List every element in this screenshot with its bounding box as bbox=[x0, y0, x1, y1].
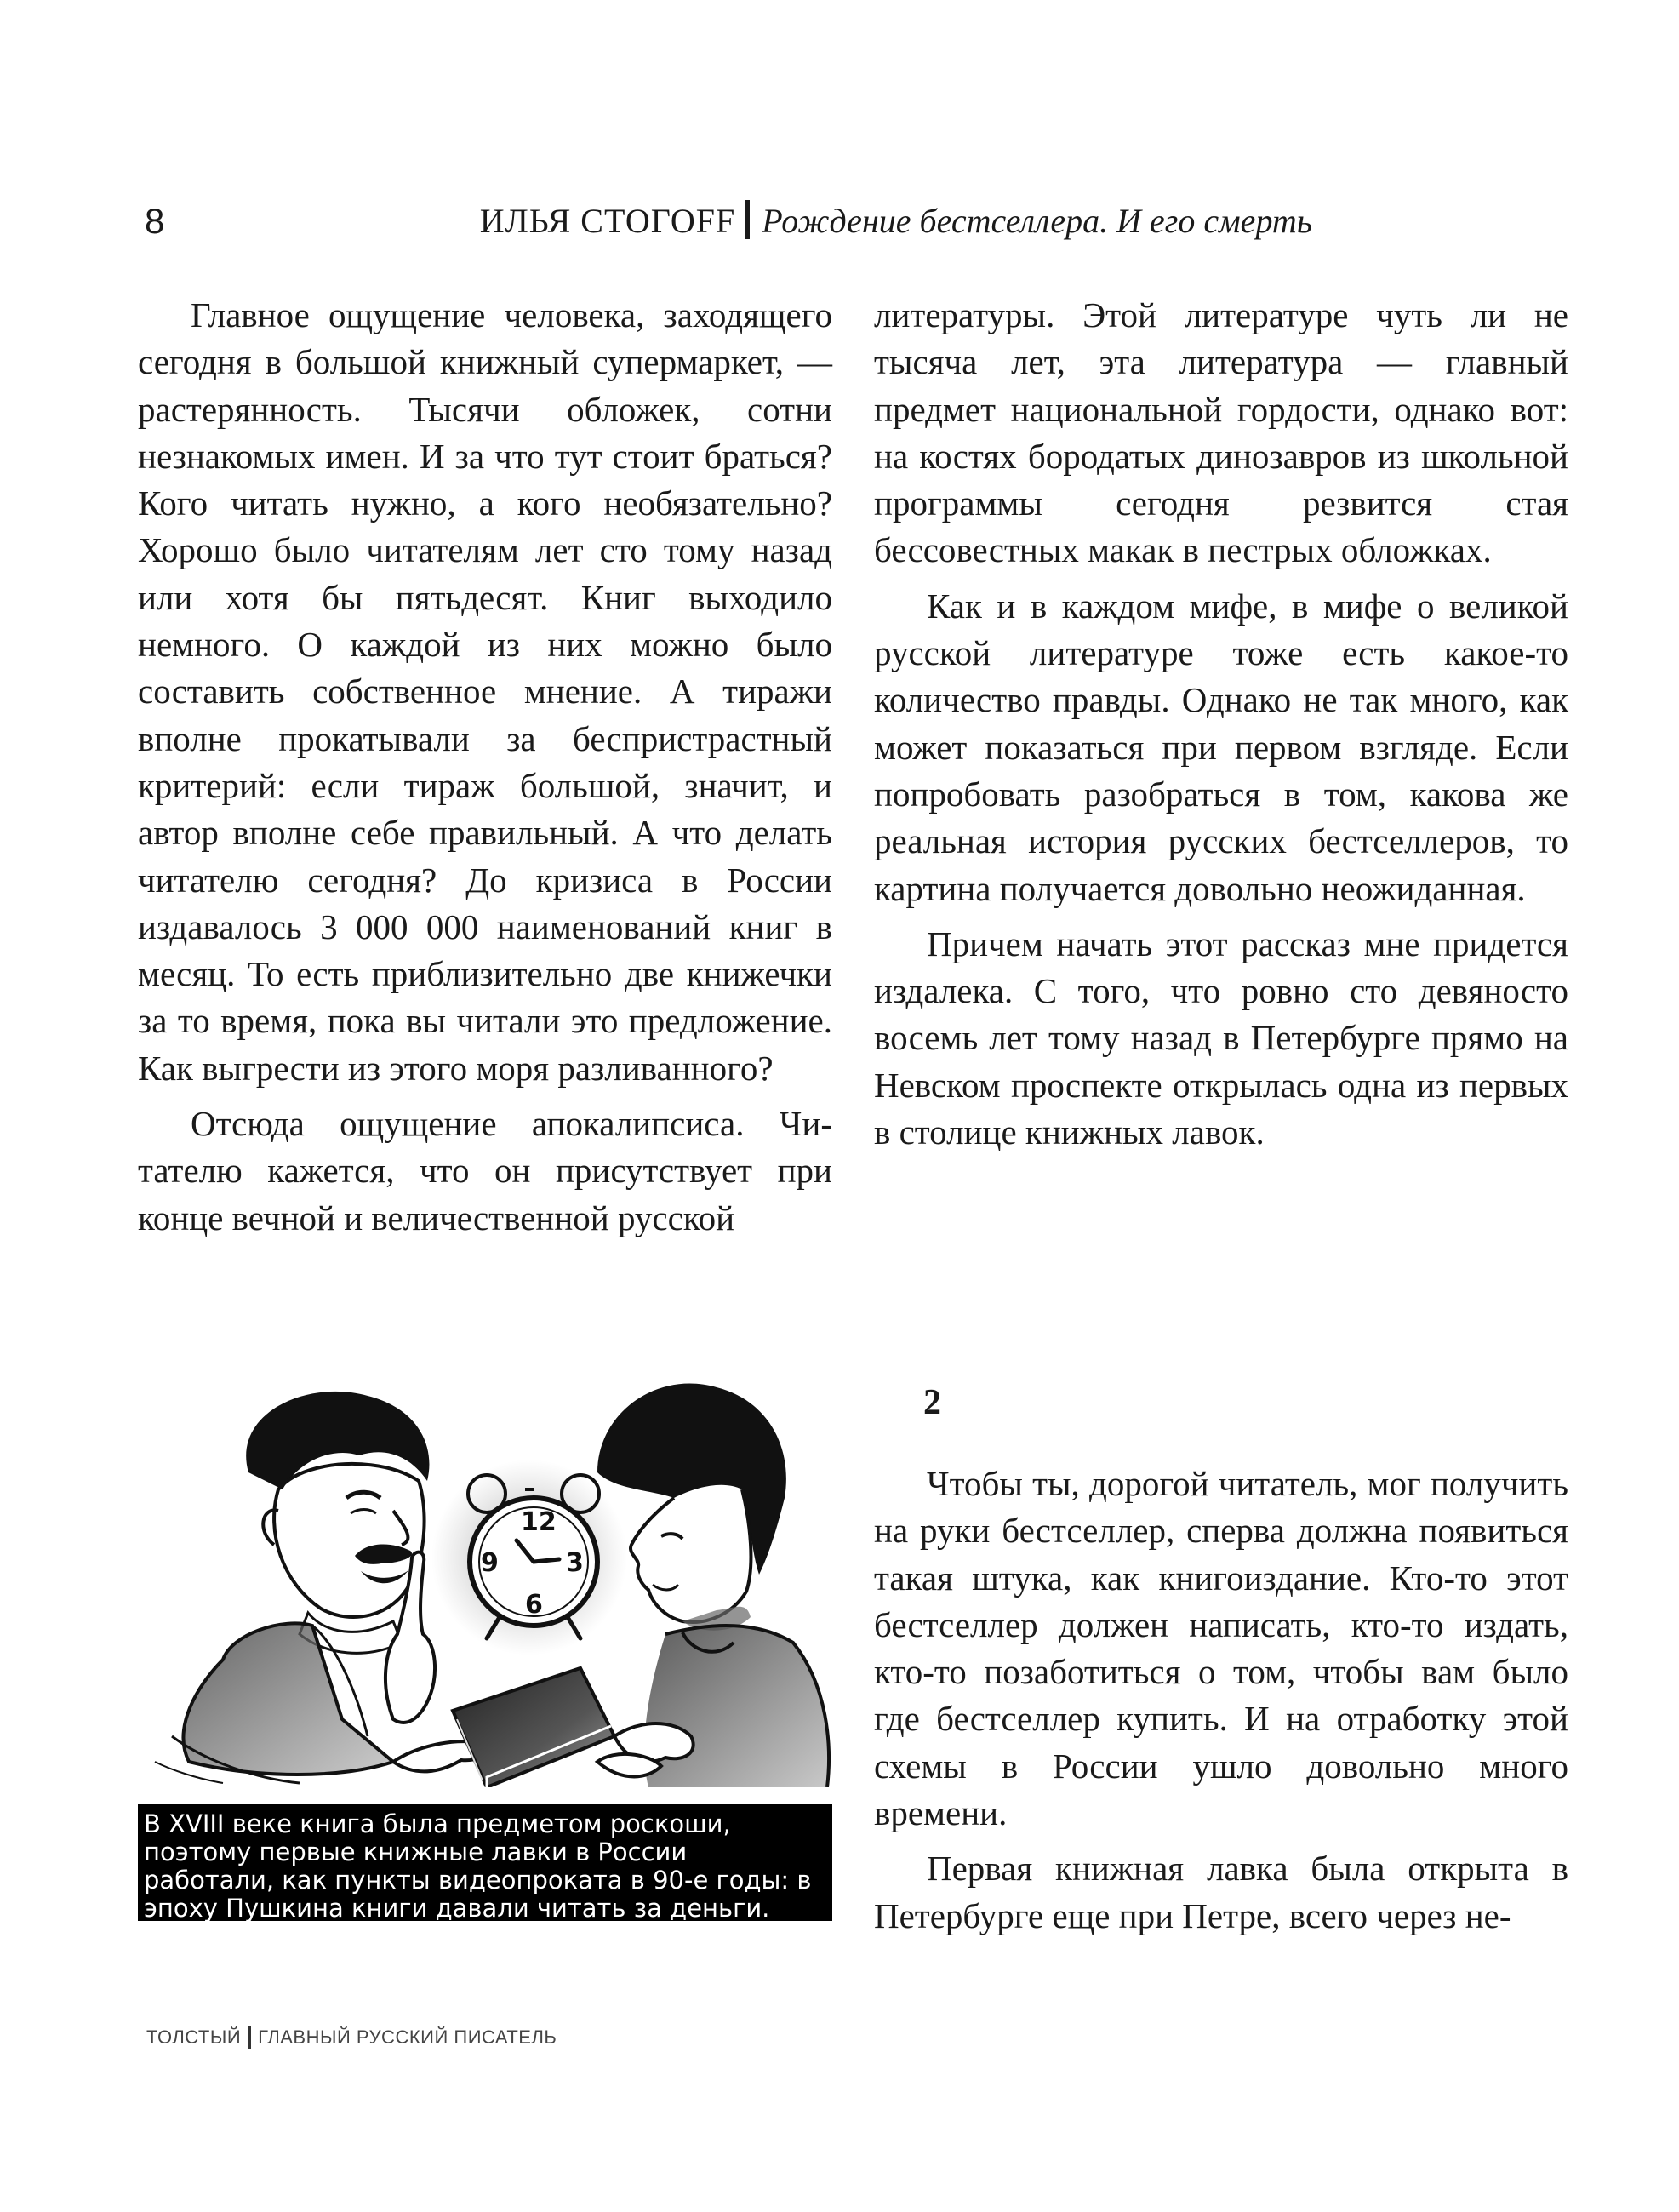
page-footer bbox=[146, 2026, 557, 2049]
paragraph: литературы. Этой литературе чуть ли не тысяча лет, эта литература — главный предмет национальной гордости, однако вот: на костях бородатых динозавров из школьной программы сегодня резвится стая бессовестных макак в пестрых обложках. bbox=[874, 295, 1568, 570]
paragraph: Чтобы ты, дорогой читатель, мог получить на руки бестселлер, сперва должна появиться такая штука, как книгоиздание. Кто-то этот бестселлер должен написать, кто-то издать, кто-то позаботиться о том, чтобы вам было где бестселлер купить. И на отработку этой схемы в России ушло довольно много времени. bbox=[874, 1464, 1568, 1833]
paragraph: Отсюда ощущение апокалипсиса. Читателю кажется, что он присутствует при конце вечной и величественной русской bbox=[138, 1104, 832, 1237]
page-number: 8 bbox=[145, 201, 165, 241]
clock-digit: 3 bbox=[566, 1548, 584, 1578]
header-book-title: Рождение бестселлера. И его смерть bbox=[762, 202, 1312, 240]
paragraph: Как и в каждом мифе, в мифе о великой русской литературе тоже есть какое-то количество правды. Однако не так много, как может показаться при первом взгляде. Если попробовать разобраться в том, какова же реальная история русских бестселлеров, то картина получается довольно неожиданная. bbox=[874, 586, 1568, 908]
footer-series: ТОЛСТЫЙ bbox=[146, 2026, 242, 2048]
paragraph: Главное ощущение человека, заходящего сегодня в большой книжный супермаркет, — растерянность. Тысячи обложек, сотни незнакомых имен. И за что тут стоит браться? Кого читать нужно, а кого необязательно? Хорошо было читателям лет сто тому назад или хотя бы пятьдесят. Книг выходило немного. О каждой из них можно было составить собственное мнение. А тиражи вполне прокатывали за беспристрастный критерий: если тираж большой, значит, и автор вполне себе правильный. А что делать читателю сегодня? До кризиса в России издавалось 3 000 000 наименований книг в месяц. То есть приблизительно две книжечки за то время, пока вы читали это предложение. Как выгрести из этого моря разливанного? bbox=[138, 295, 832, 1088]
clock-digit: 12 bbox=[521, 1507, 557, 1537]
right-column-top bbox=[874, 292, 1568, 1164]
clock-digit: 6 bbox=[525, 1590, 543, 1620]
right-column-bottom bbox=[874, 1460, 1568, 1948]
illustration-booksellers bbox=[138, 1362, 832, 1787]
header-author: ИЛЬЯ СТОГОFF bbox=[479, 202, 736, 240]
header-divider bbox=[745, 200, 750, 239]
footer-divider bbox=[248, 2026, 251, 2049]
paragraph: Причем начать этот рассказ мне придется издалека. С того, что ровно сто девяносто восемь лет тому назад в Петербурге прямо на Невском проспекте открылась одна из первых в столице книжных лавок. bbox=[874, 923, 1568, 1152]
footer-book-name: ГЛАВНЫЙ РУССКИЙ ПИСАТЕЛЬ bbox=[258, 2026, 557, 2048]
illustration-drawing bbox=[138, 1362, 832, 1787]
section-number: 2 bbox=[923, 1383, 941, 1422]
clock-digit: 9 bbox=[481, 1548, 499, 1578]
running-header bbox=[138, 197, 1312, 249]
illustration-caption: В XVIII веке книга была предметом роскоши, поэтому первые книжные лавки в России работали, как пункты видеопроката в 90-е годы: в эпоху Пушкина книги давали читать за деньги. bbox=[138, 1804, 832, 1921]
paragraph: Первая книжная лавка была открыта в Петербурге еще при Петре, всего через не- bbox=[874, 1849, 1568, 1935]
running-head bbox=[480, 197, 1312, 245]
left-column bbox=[138, 292, 832, 1250]
